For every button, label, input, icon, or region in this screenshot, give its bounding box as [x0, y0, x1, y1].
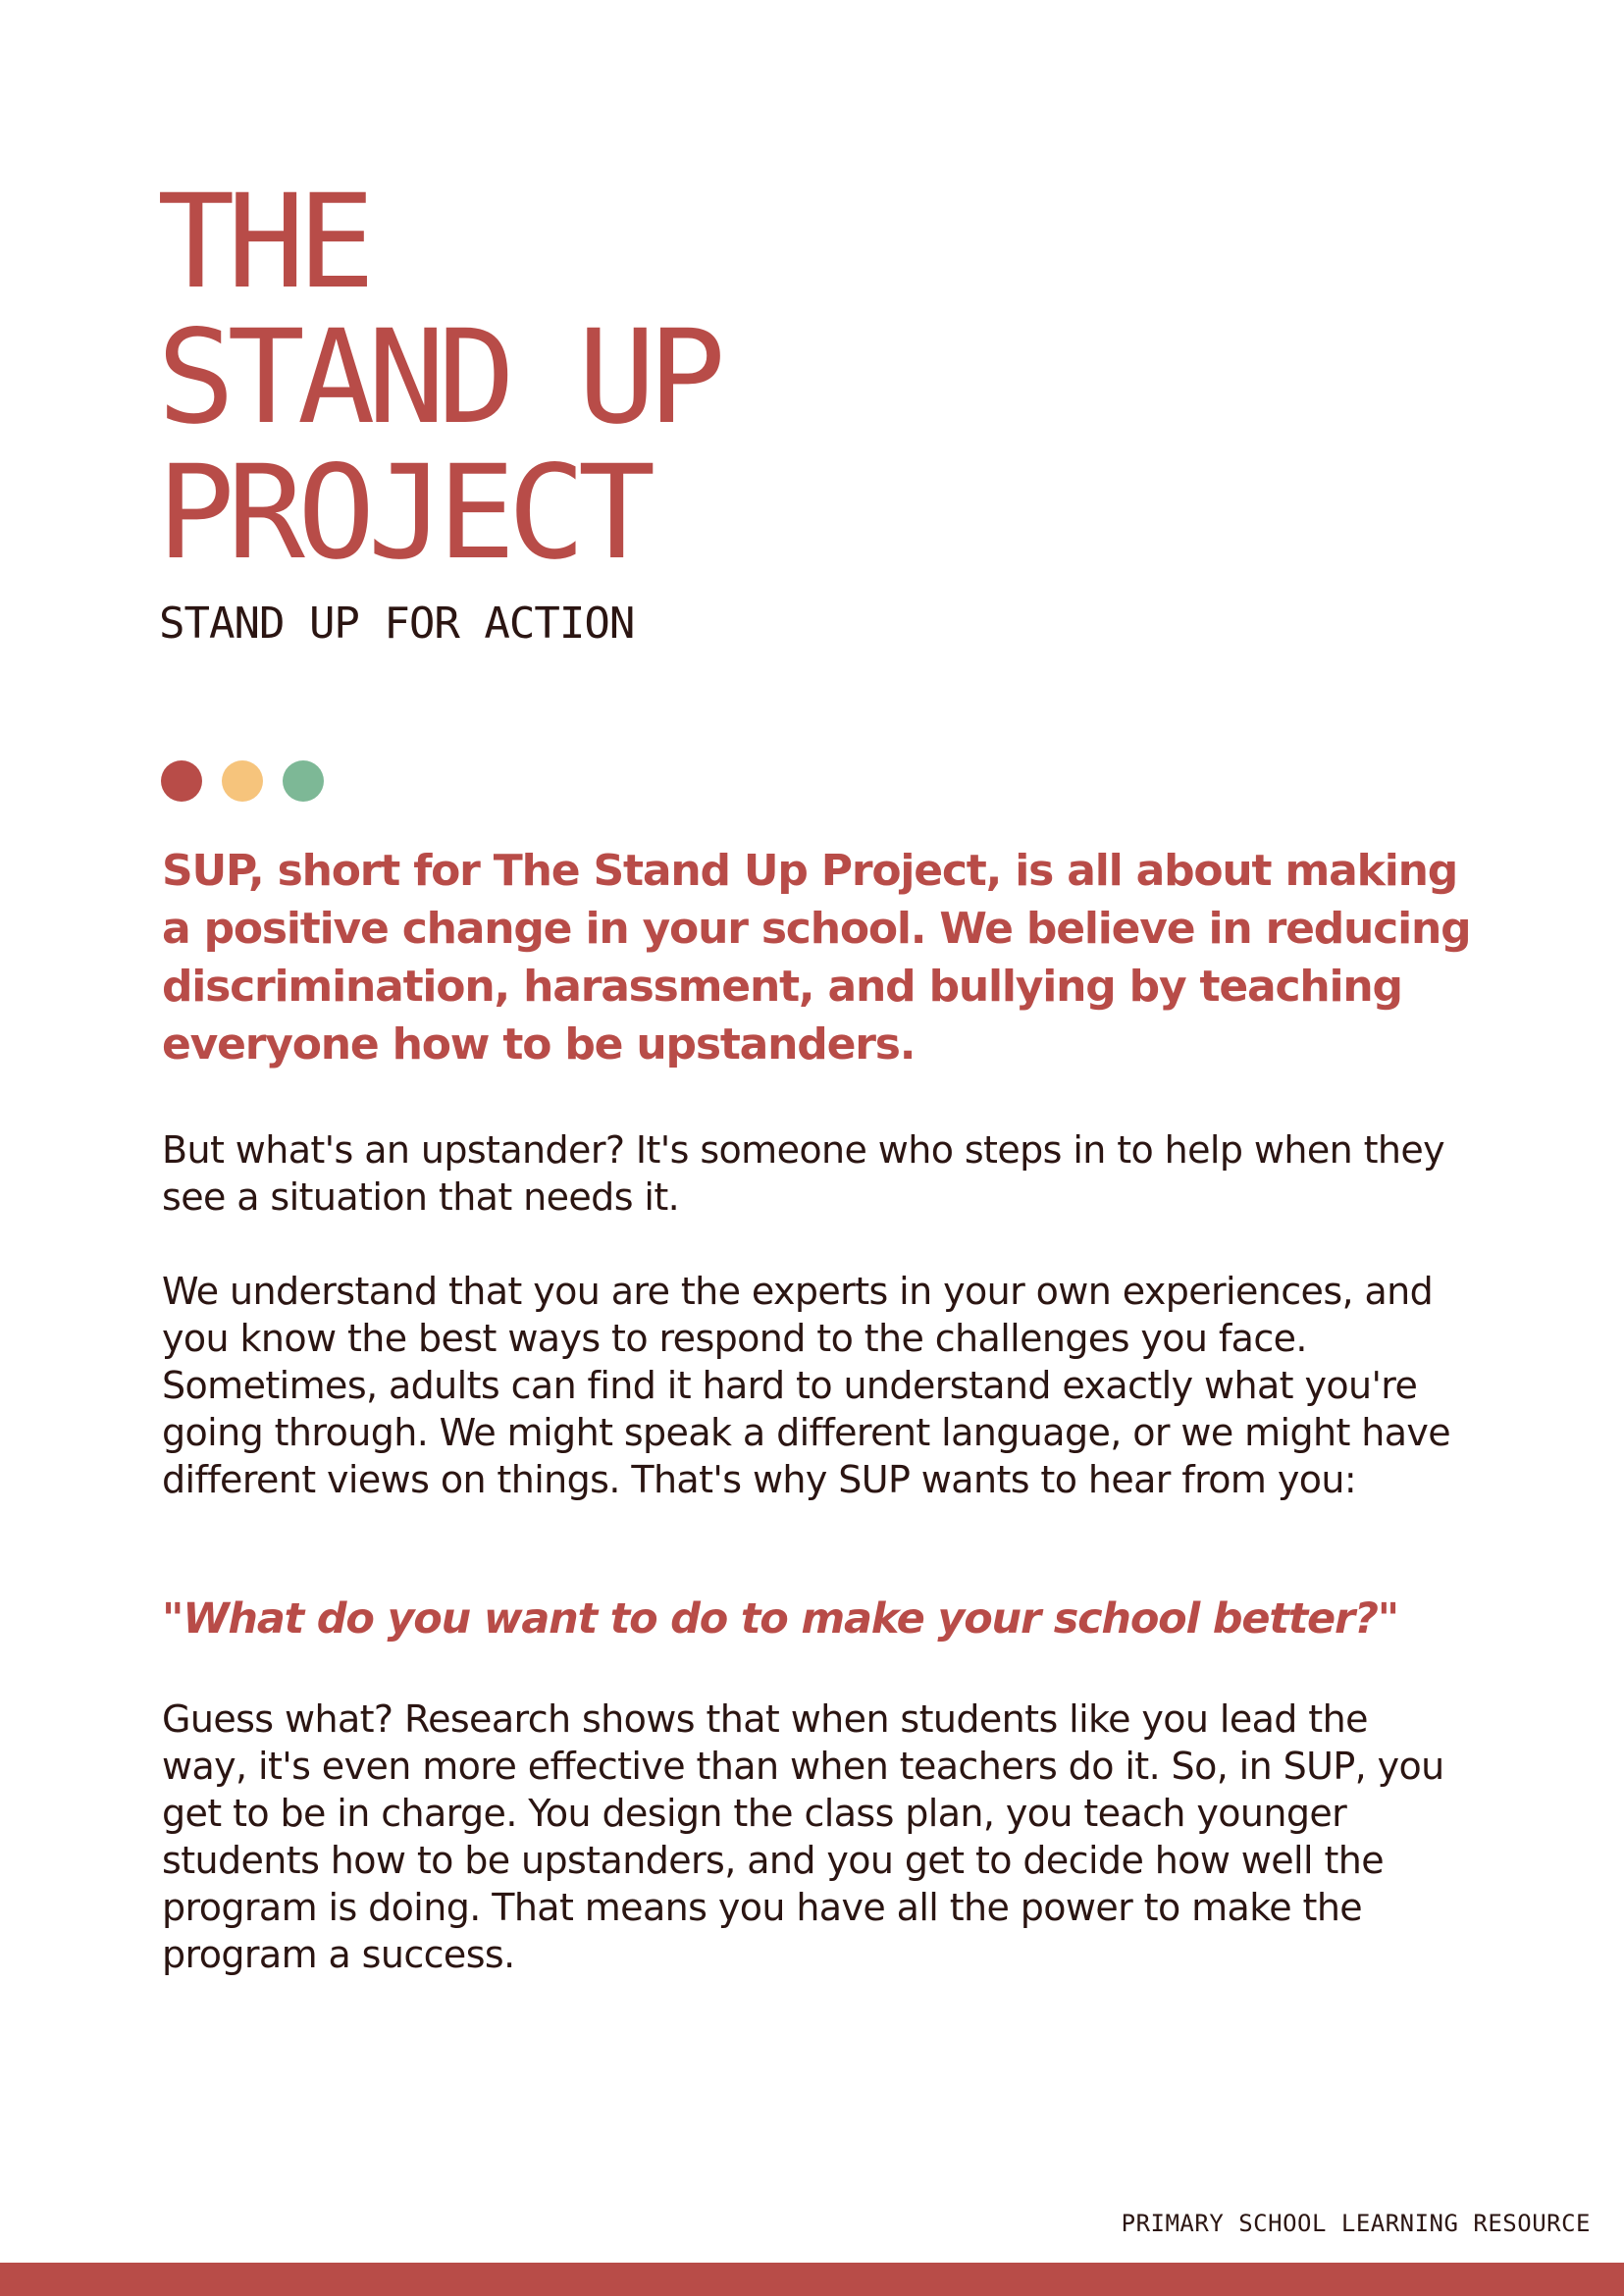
- footer-label: PRIMARY SCHOOL LEARNING RESOURCE: [1121, 2210, 1591, 2237]
- body-paragraph-upstander: But what's an upstander? It's someone who steps in to help when they see a situation that needs it.: [162, 1128, 1445, 1219]
- title-line-3: PROJECT: [157, 438, 649, 589]
- page-title: [157, 167, 718, 589]
- title-line-2: STAND UP: [157, 302, 718, 453]
- yellow-dot-icon: [222, 760, 263, 802]
- footer-bar: [0, 2263, 1624, 2296]
- red-dot-icon: [161, 760, 202, 802]
- body-paragraph-experts: We understand that you are the experts in your own experiences, and you know the best ways to respond to the challenges you face. Sometimes, adults can find it hard to understand exactly what you're going through. We might speak a different language, or we might have different views on things. That's why SUP wants to hear from you:: [162, 1270, 1451, 1501]
- title-line-1: THE: [157, 167, 368, 318]
- green-dot-icon: [283, 760, 324, 802]
- highlight-quote: "What do you want to do to make your school better?": [162, 1594, 1398, 1644]
- intro-paragraph: SUP, short for The Stand Up Project, is all about making a positive change in your school. We believe in reducing discrimination, harassment, and bullying by teaching everyone how to be upstanders.: [162, 846, 1471, 1070]
- body-paragraph-research: Guess what? Research shows that when students like you lead the way, it's even more effective than when teachers do it. So, in SUP, you get to be in charge. You design the class plan, you teach younger students how to be upstanders, and you get to decide how well the program is doing. That means you have all the power to make the program a success.: [162, 1697, 1444, 1976]
- page-subtitle: STAND UP FOR ACTION: [159, 599, 635, 649]
